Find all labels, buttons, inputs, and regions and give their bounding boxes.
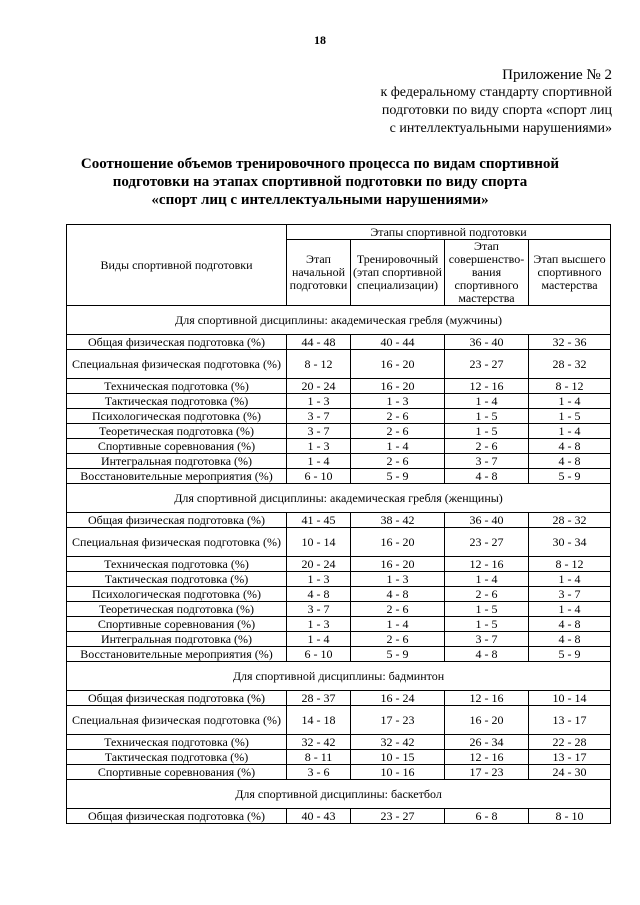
table-body	[67, 306, 611, 824]
table-row	[67, 409, 611, 424]
row-label: Общая физическая подготовка (%)	[67, 809, 287, 824]
value-cell: 12 - 16	[445, 691, 529, 706]
value-cell: 38 - 42	[351, 513, 445, 528]
value-cell: 16 - 20	[351, 350, 445, 379]
stage-header-highest: Этап высшего спортивного мастерства	[529, 240, 611, 306]
value-cell: 2 - 6	[351, 632, 445, 647]
kinds-header: Виды спортивной подготовки	[67, 225, 287, 306]
table-row	[67, 691, 611, 706]
value-cell: 1 - 5	[529, 409, 611, 424]
value-cell: 13 - 17	[529, 750, 611, 765]
row-label: Восстановительные мероприятия (%)	[67, 647, 287, 662]
row-label: Спортивные соревнования (%)	[67, 617, 287, 632]
value-cell: 5 - 9	[529, 647, 611, 662]
value-cell: 1 - 3	[287, 394, 351, 409]
value-cell: 36 - 40	[445, 335, 529, 350]
row-label: Психологическая подготовка (%)	[67, 587, 287, 602]
value-cell: 2 - 6	[351, 409, 445, 424]
value-cell: 1 - 4	[287, 454, 351, 469]
value-cell: 44 - 48	[287, 335, 351, 350]
row-label: Общая физическая подготовка (%)	[67, 691, 287, 706]
value-cell: 5 - 9	[351, 469, 445, 484]
stages-header: Этапы спортивной подготовки	[287, 225, 611, 240]
section-row	[67, 780, 611, 809]
value-cell: 8 - 12	[529, 557, 611, 572]
value-cell: 4 - 8	[529, 454, 611, 469]
value-cell: 23 - 27	[351, 809, 445, 824]
value-cell: 3 - 7	[445, 632, 529, 647]
table-row	[67, 647, 611, 662]
value-cell: 6 - 10	[287, 469, 351, 484]
value-cell: 4 - 8	[529, 439, 611, 454]
row-label: Спортивные соревнования (%)	[67, 765, 287, 780]
value-cell: 1 - 5	[445, 424, 529, 439]
value-cell: 2 - 6	[351, 602, 445, 617]
value-cell: 40 - 44	[351, 335, 445, 350]
value-cell: 16 - 20	[351, 557, 445, 572]
value-cell: 4 - 8	[287, 587, 351, 602]
value-cell: 30 - 34	[529, 528, 611, 557]
appendix-line: подготовки по виду спорта «спорт лиц	[381, 103, 612, 118]
value-cell: 1 - 3	[287, 572, 351, 587]
section-title: Для спортивной дисциплины: баскетбол	[67, 780, 611, 809]
value-cell: 2 - 6	[445, 587, 529, 602]
value-cell: 17 - 23	[351, 706, 445, 735]
value-cell: 8 - 12	[287, 350, 351, 379]
value-cell: 17 - 23	[445, 765, 529, 780]
row-label: Спортивные соревнования (%)	[67, 439, 287, 454]
table-row	[67, 809, 611, 824]
row-label: Техническая подготовка (%)	[67, 557, 287, 572]
section-row	[67, 662, 611, 691]
table-row	[67, 335, 611, 350]
value-cell: 4 - 8	[445, 647, 529, 662]
value-cell: 28 - 37	[287, 691, 351, 706]
value-cell: 10 - 16	[351, 765, 445, 780]
value-cell: 1 - 4	[529, 602, 611, 617]
row-label: Специальная физическая подготовка (%)	[67, 706, 287, 735]
value-cell: 36 - 40	[445, 513, 529, 528]
table-row	[67, 439, 611, 454]
document-title-line: подготовки на этапах спортивной подготовки по виду спорта	[112, 174, 528, 190]
value-cell: 1 - 5	[445, 409, 529, 424]
value-cell: 3 - 6	[287, 765, 351, 780]
value-cell: 10 - 14	[287, 528, 351, 557]
table-row	[67, 469, 611, 484]
page-number: 18	[314, 33, 326, 47]
section-title: Для спортивной дисциплины: академическая гребля (мужчины)	[67, 306, 611, 335]
value-cell: 12 - 16	[445, 750, 529, 765]
value-cell: 2 - 6	[351, 454, 445, 469]
document-title	[40, 155, 600, 209]
value-cell: 2 - 6	[445, 439, 529, 454]
document-title-line: Соотношение объемов тренировочного процесса по видам спортивной	[80, 156, 560, 172]
value-cell: 23 - 27	[445, 350, 529, 379]
row-label: Теоретическая подготовка (%)	[67, 602, 287, 617]
value-cell: 5 - 9	[351, 647, 445, 662]
value-cell: 1 - 4	[287, 632, 351, 647]
stage-header-improvement: Этап совершенство-вания спортивного мастерства	[445, 240, 529, 306]
value-cell: 40 - 43	[287, 809, 351, 824]
value-cell: 10 - 15	[351, 750, 445, 765]
value-cell: 1 - 4	[351, 617, 445, 632]
value-cell: 1 - 5	[445, 617, 529, 632]
value-cell: 20 - 24	[287, 379, 351, 394]
row-label: Интегральная подготовка (%)	[67, 454, 287, 469]
training-ratio-table	[66, 224, 611, 824]
value-cell: 4 - 8	[351, 587, 445, 602]
row-label: Тактическая подготовка (%)	[67, 394, 287, 409]
section-row	[67, 484, 611, 513]
table-row	[67, 513, 611, 528]
value-cell: 3 - 7	[287, 409, 351, 424]
appendix-block	[252, 66, 612, 138]
row-label: Техническая подготовка (%)	[67, 379, 287, 394]
row-label: Тактическая подготовка (%)	[67, 572, 287, 587]
value-cell: 6 - 8	[445, 809, 529, 824]
value-cell: 4 - 8	[529, 617, 611, 632]
table-row	[67, 587, 611, 602]
value-cell: 1 - 4	[529, 424, 611, 439]
appendix-line: с интеллектуальными нарушениями»	[389, 121, 612, 136]
table-row	[67, 617, 611, 632]
table-row	[67, 394, 611, 409]
value-cell: 1 - 4	[445, 572, 529, 587]
value-cell: 12 - 16	[445, 379, 529, 394]
value-cell: 6 - 10	[287, 647, 351, 662]
value-cell: 16 - 20	[351, 528, 445, 557]
appendix-title: Приложение № 2	[502, 67, 612, 83]
value-cell: 4 - 8	[529, 632, 611, 647]
value-cell: 5 - 9	[529, 469, 611, 484]
value-cell: 28 - 32	[529, 350, 611, 379]
value-cell: 41 - 45	[287, 513, 351, 528]
value-cell: 3 - 7	[287, 424, 351, 439]
stage-header-training: Тренировочный (этап спортивной специализации)	[351, 240, 445, 306]
value-cell: 12 - 16	[445, 557, 529, 572]
value-cell: 3 - 7	[287, 602, 351, 617]
row-label: Общая физическая подготовка (%)	[67, 335, 287, 350]
section-row	[67, 306, 611, 335]
row-label: Восстановительные мероприятия (%)	[67, 469, 287, 484]
table-row	[67, 735, 611, 750]
value-cell: 20 - 24	[287, 557, 351, 572]
row-label: Психологическая подготовка (%)	[67, 409, 287, 424]
value-cell: 28 - 32	[529, 513, 611, 528]
table-row	[67, 424, 611, 439]
value-cell: 32 - 42	[351, 735, 445, 750]
row-label: Интегральная подготовка (%)	[67, 632, 287, 647]
value-cell: 26 - 34	[445, 735, 529, 750]
value-cell: 8 - 11	[287, 750, 351, 765]
value-cell: 4 - 8	[445, 469, 529, 484]
row-label: Специальная физическая подготовка (%)	[67, 350, 287, 379]
value-cell: 23 - 27	[445, 528, 529, 557]
table-row	[67, 572, 611, 587]
value-cell: 32 - 36	[529, 335, 611, 350]
value-cell: 1 - 3	[351, 572, 445, 587]
value-cell: 22 - 28	[529, 735, 611, 750]
row-label: Общая физическая подготовка (%)	[67, 513, 287, 528]
value-cell: 1 - 3	[351, 394, 445, 409]
row-label: Специальная физическая подготовка (%)	[67, 528, 287, 557]
row-label: Тактическая подготовка (%)	[67, 750, 287, 765]
value-cell: 1 - 4	[351, 439, 445, 454]
value-cell: 1 - 3	[287, 617, 351, 632]
value-cell: 13 - 17	[529, 706, 611, 735]
document-title-line: «спорт лиц с интеллектуальными нарушениями»	[151, 192, 489, 208]
table-row	[67, 454, 611, 469]
value-cell: 16 - 20	[351, 379, 445, 394]
row-label: Теоретическая подготовка (%)	[67, 424, 287, 439]
stage-header-initial: Этап начальной подготовки	[287, 240, 351, 306]
section-title: Для спортивной дисциплины: бадминтон	[67, 662, 611, 691]
table-row	[67, 602, 611, 617]
value-cell: 1 - 3	[287, 439, 351, 454]
table-row	[67, 765, 611, 780]
table-row	[67, 632, 611, 647]
value-cell: 10 - 14	[529, 691, 611, 706]
value-cell: 2 - 6	[351, 424, 445, 439]
section-title: Для спортивной дисциплины: академическая гребля (женщины)	[67, 484, 611, 513]
value-cell: 1 - 4	[445, 394, 529, 409]
value-cell: 16 - 24	[351, 691, 445, 706]
value-cell: 1 - 5	[445, 602, 529, 617]
row-label: Техническая подготовка (%)	[67, 735, 287, 750]
table-row	[67, 528, 611, 557]
table-row	[67, 706, 611, 735]
table-row	[67, 557, 611, 572]
value-cell: 32 - 42	[287, 735, 351, 750]
value-cell: 24 - 30	[529, 765, 611, 780]
table-row	[67, 350, 611, 379]
table-row	[67, 379, 611, 394]
table-row	[67, 750, 611, 765]
value-cell: 8 - 10	[529, 809, 611, 824]
appendix-line: к федеральному стандарту спортивной	[380, 85, 612, 100]
value-cell: 1 - 4	[529, 394, 611, 409]
value-cell: 14 - 18	[287, 706, 351, 735]
value-cell: 3 - 7	[445, 454, 529, 469]
value-cell: 1 - 4	[529, 572, 611, 587]
value-cell: 16 - 20	[445, 706, 529, 735]
value-cell: 8 - 12	[529, 379, 611, 394]
value-cell: 3 - 7	[529, 587, 611, 602]
